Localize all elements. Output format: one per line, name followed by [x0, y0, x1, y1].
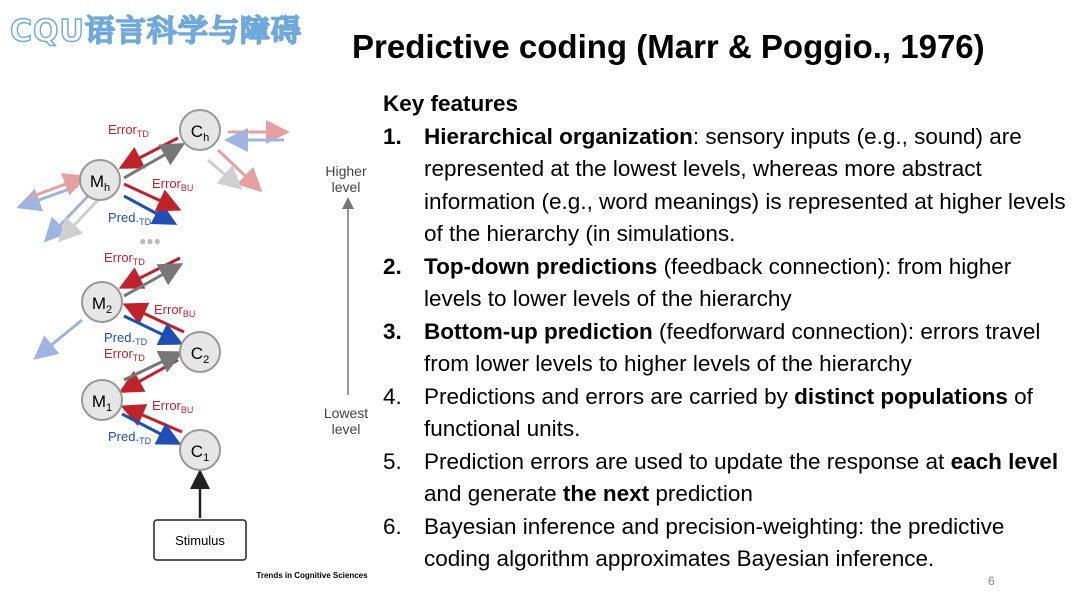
feature-item	[383, 446, 1073, 511]
feature-text: Hierarchical organization: sensory inputs (e.g., sound) are represented at the lowest levels, whereas more abstract information (e.g., word meanings) is represented at higher levels of the hierarchy (in simulations.	[424, 123, 1066, 246]
feature-text: Predictions and errors are carried by distinct populations of functional units.	[424, 383, 1033, 441]
svg-text:C2: $C_2$	[190, 344, 210, 366]
label-error-td-mid: Error$_{TD}$	[104, 250, 145, 267]
label-error-bu-mid: Error$_{BU}$	[154, 302, 196, 319]
feature-number: 6.	[383, 513, 402, 539]
feature-text: Bayesian inference and precision-weighting: the predictive coding algorithm approximates Bayesian inference.	[424, 513, 1005, 571]
node-mh	[80, 160, 120, 200]
feature-number: 2.	[383, 253, 402, 279]
key-features-heading: Key features	[383, 91, 519, 116]
label-error-td-top: Error$_{TD}$	[108, 122, 149, 139]
feature-text: Prediction errors are used to update the response at each level and generate the next prediction	[424, 448, 1059, 506]
feature-item	[383, 381, 1073, 446]
stimulus-label: Stimulus	[175, 533, 225, 548]
label-error-bu-low: Error$_{BU}$	[152, 398, 194, 415]
label-error-td-low: Error$_{TD}$	[104, 346, 145, 363]
feature-item	[383, 511, 1073, 576]
feature-item	[383, 316, 1073, 381]
figure-credit: Trends in Cognitive Sciences	[256, 571, 368, 580]
lowest-level-label: Lowest level	[323, 405, 369, 437]
feature-list	[383, 121, 1073, 576]
node-c1	[180, 430, 220, 470]
node-m1	[82, 380, 122, 420]
svg-text:Mh: $M_h$	[89, 172, 111, 194]
feature-number: 3.	[383, 318, 402, 344]
svg-text:Ch: $C_h$	[190, 122, 210, 144]
label-pred-td-low: $Pred._{TD}$	[108, 429, 152, 446]
faded-error-arrow	[218, 150, 258, 188]
feature-item	[383, 121, 1073, 251]
label-pred-td-mid: $Pred._{TD}$	[104, 330, 148, 347]
feature-number: 1.	[383, 123, 402, 149]
higher-level-label: Higher level	[325, 163, 367, 195]
label-pred-td-top: $Pred._{TD}$	[108, 210, 152, 227]
feature-number: 4.	[383, 383, 402, 409]
slide-title: Predictive coding (Marr & Poggio., 1976)	[352, 28, 985, 65]
dots: ●●●	[139, 234, 161, 248]
feature-text: Bottom-up prediction (feedforward connection): errors travel from lower levels to higher levels of the hierarchy	[424, 318, 1041, 376]
faded-pred-arrow	[38, 320, 82, 356]
node-m2	[82, 282, 122, 322]
node-c2	[180, 332, 220, 372]
svg-text:M1: $M_1$	[91, 392, 113, 414]
feature-number: 5.	[383, 448, 402, 474]
logo: CQU语言科学与障碍	[10, 14, 302, 49]
svg-text:C1: $C_1$	[190, 442, 210, 464]
page-number: 6	[988, 574, 995, 588]
feature-item	[383, 251, 1073, 316]
slide-content	[383, 88, 1073, 576]
node-ch	[180, 110, 220, 150]
label-error-bu-top: Error$_{BU}$	[152, 176, 194, 193]
svg-text:M2: $M_2$	[91, 294, 113, 316]
predictive-coding-diagram	[0, 90, 380, 590]
feature-text: Top-down predictions (feedback connection): from higher levels to lower levels of the hierarchy	[424, 253, 1012, 311]
